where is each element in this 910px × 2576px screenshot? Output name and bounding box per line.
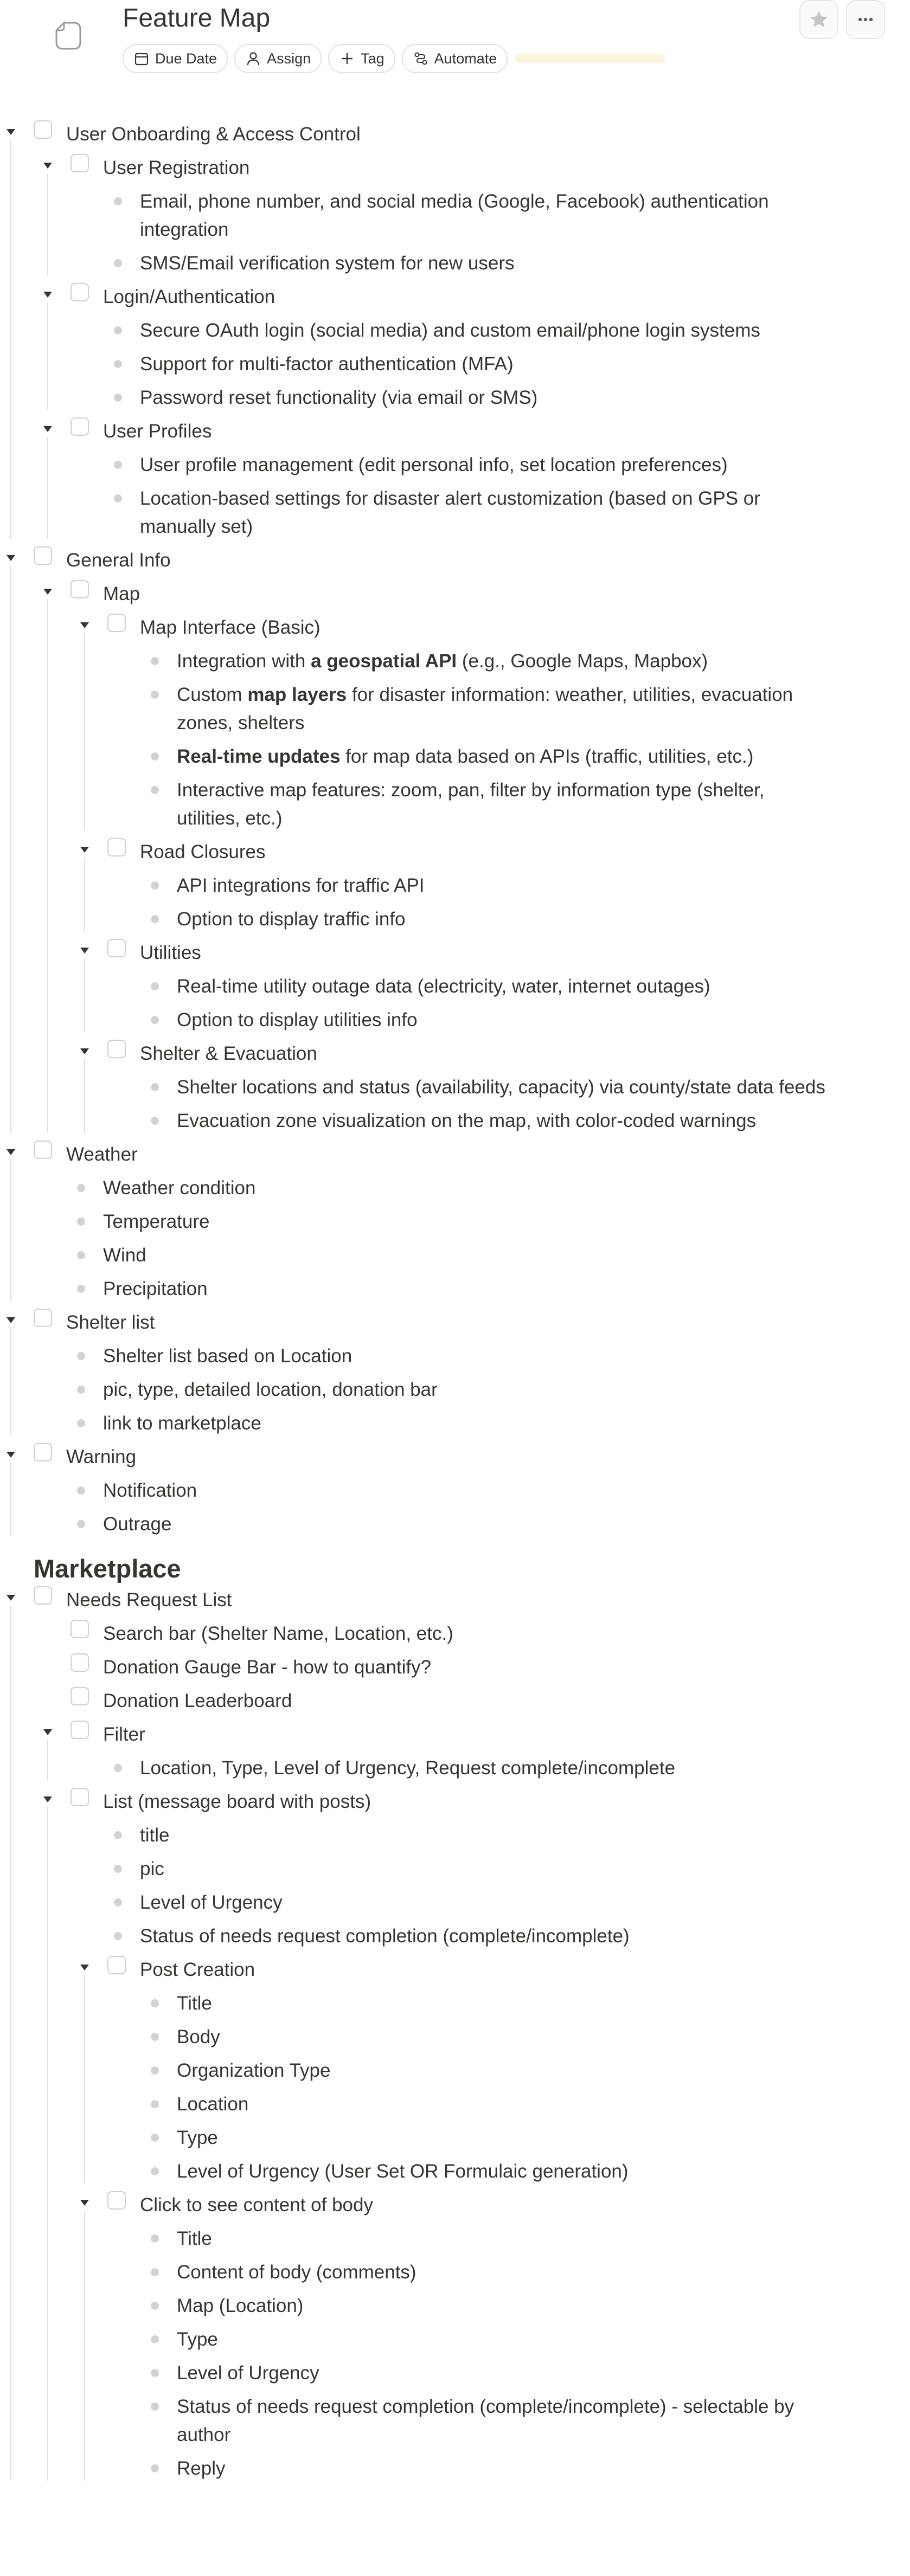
toggle-caret-icon[interactable] (80, 1965, 89, 1970)
bullet-dot-icon (151, 2234, 159, 2243)
outline-bullet-row[interactable] (0, 1506, 868, 1540)
toggle-caret-icon[interactable] (7, 1149, 15, 1155)
item-label: Type (177, 2329, 218, 2350)
bullet-dot-icon (77, 1251, 85, 1259)
outline-task-row[interactable] (0, 116, 868, 150)
outline-guide-line (10, 140, 11, 539)
outline-bullet-row[interactable] (0, 1405, 868, 1439)
automate-label: Automate (434, 50, 497, 67)
bullet-dot-icon (151, 657, 159, 665)
bullet-dot-icon (151, 2167, 159, 2175)
item-label-bold: map layers (247, 684, 347, 705)
item-label: Search bar (Shelter Name, Location, etc.) (103, 1623, 453, 1644)
outline-task-row[interactable] (0, 834, 868, 867)
bullet-dot-icon (151, 2268, 159, 2276)
outline-guide-line (47, 437, 48, 539)
task-checkbox[interactable] (71, 283, 89, 301)
task-checkbox[interactable] (34, 1309, 52, 1327)
item-label: pic (140, 1858, 164, 1879)
outline-bullet-row[interactable] (0, 2052, 868, 2086)
task-checkbox[interactable] (34, 1141, 52, 1159)
item-label: title (140, 1825, 170, 1846)
outline-bullet-row[interactable] (0, 447, 868, 480)
outline-guide-line (10, 1463, 11, 1536)
task-checkbox[interactable] (34, 120, 52, 139)
bullet-dot-icon (151, 2403, 159, 2411)
item-label: Location, Type, Level of Urgency, Request complete/incomplete (140, 1757, 676, 1779)
bullet-dot-icon (151, 1117, 159, 1125)
item-label: Reply (177, 2458, 226, 2479)
item-label-continued: utilities, etc.) (177, 808, 283, 829)
bullet-dot-icon (151, 1016, 159, 1024)
outline-guide-line (47, 1807, 48, 2481)
bullet-dot-icon (77, 1419, 85, 1427)
outline-task-row[interactable] (0, 609, 868, 643)
outline-task-row[interactable] (0, 576, 868, 609)
outline-bullet-row[interactable] (0, 2120, 868, 2153)
outline-bullet-row[interactable] (0, 1750, 868, 1783)
item-label: Donation Leaderboard (103, 1690, 292, 1711)
outline-bullet-row[interactable] (0, 1884, 868, 1918)
outline-guide-line (47, 600, 48, 1133)
bullet-dot-icon (77, 1486, 85, 1495)
outline-bullet-row[interactable] (0, 245, 868, 279)
plus-icon (339, 50, 355, 67)
outline-task-row[interactable] (0, 542, 868, 576)
item-label-text: Custom (177, 684, 248, 705)
item-label: Shelter locations and status (availability, capacity) via county/state data feeds (177, 1077, 825, 1098)
task-checkbox[interactable] (71, 154, 89, 172)
toggle-caret-icon[interactable] (7, 1595, 15, 1601)
item-label: Temperature (103, 1211, 210, 1232)
outline-guide-line (10, 1606, 11, 2481)
outline-bullet-row[interactable] (0, 480, 868, 542)
outline-task-row[interactable] (0, 2187, 868, 2220)
bullet-dot-icon (151, 2464, 159, 2472)
item-label: Outrage (103, 1514, 172, 1535)
outline-task-row[interactable] (0, 1783, 868, 1817)
item-label-bold: Real-time updates (177, 746, 341, 767)
due-date-label: Due Date (155, 50, 217, 67)
item-label: Location-based settings for disaster alert customization (based on GPS or (140, 488, 760, 509)
item-label-text: for disaster information: weather, utilities, evacuation (347, 684, 793, 705)
bullet-dot-icon (77, 1285, 85, 1293)
item-label: Status of needs request completion (complete/incomplete) (140, 1925, 630, 1947)
bullet-dot-icon (151, 752, 159, 761)
item-label (177, 743, 753, 771)
toggle-caret-icon[interactable] (43, 426, 52, 432)
item-label: Road Closures (140, 841, 266, 862)
outline-bullet-row[interactable] (0, 2153, 868, 2187)
toggle-caret-icon[interactable] (43, 589, 52, 595)
toggle-caret-icon[interactable] (7, 129, 15, 135)
toolbar-highlight-bar (515, 54, 665, 63)
item-label: Needs Request List (66, 1589, 232, 1611)
bullet-dot-icon (77, 1184, 85, 1192)
tag-label: Tag (361, 50, 384, 67)
toggle-caret-icon[interactable] (43, 1729, 52, 1735)
item-label: Location (177, 2094, 249, 2115)
more-options-button[interactable] (846, 0, 885, 39)
outline-task-row[interactable] (0, 150, 868, 183)
item-label: Wind (103, 1245, 146, 1266)
outline-bullet-row[interactable] (0, 1203, 868, 1237)
due-date-button[interactable] (123, 44, 228, 73)
bullet-dot-icon (151, 2302, 159, 2310)
item-label: Level of Urgency (140, 1892, 283, 1913)
outline-guide-line (84, 958, 85, 1032)
calendar-icon (133, 50, 150, 67)
item-label-text: Integration with (177, 651, 311, 672)
outline-bullet-row[interactable] (0, 1338, 868, 1371)
outline-guide-line (84, 1059, 85, 1133)
outline-task-row[interactable] (0, 1649, 868, 1683)
outline-bullet-row[interactable] (0, 2450, 868, 2484)
bullet-dot-icon (151, 2335, 159, 2343)
outline-guide-line (84, 633, 85, 830)
bullet-dot-icon (114, 197, 122, 205)
outline-task-row[interactable] (0, 1136, 868, 1170)
outline-bullet-row[interactable] (0, 867, 868, 901)
outline-bullet-row[interactable] (0, 1817, 868, 1851)
task-checkbox[interactable] (71, 1620, 89, 1638)
item-label: API integrations for traffic API (177, 875, 425, 896)
item-label: Weather (66, 1144, 138, 1165)
assign-button[interactable] (234, 44, 322, 73)
bullet-dot-icon (151, 982, 159, 990)
properties-toolbar (123, 44, 665, 73)
task-checkbox[interactable] (34, 546, 52, 565)
outline-guide-line (84, 2211, 85, 2481)
item-label: Donation Gauge Bar - how to quantify? (103, 1657, 432, 1678)
favorite-button[interactable] (799, 0, 838, 39)
bullet-dot-icon (151, 1999, 159, 2007)
outline-task-row[interactable] (0, 413, 868, 447)
outline-bullet-row[interactable] (0, 2220, 868, 2254)
outline-bullet-row[interactable] (0, 346, 868, 379)
outline-task-row[interactable] (0, 1952, 868, 1985)
outline-guide-line (10, 566, 11, 1133)
item-label: Warning (66, 1446, 137, 1467)
item-label: Map (Location) (177, 2295, 304, 2316)
outline-task-row[interactable] (0, 935, 868, 968)
item-label-text: (e.g., Google Maps, Mapbox) (457, 651, 708, 672)
toggle-caret-icon[interactable] (80, 948, 89, 954)
item-label: Status of needs request completion (complete/incomplete) - selectable by (177, 2396, 794, 2417)
item-label-continued: integration (140, 219, 229, 240)
outline-bullet-row[interactable] (0, 2321, 868, 2355)
task-checkbox[interactable] (71, 417, 89, 436)
item-label: User Onboarding & Access Control (66, 124, 361, 145)
bullet-dot-icon (114, 1865, 122, 1873)
toggle-caret-icon[interactable] (7, 1317, 15, 1323)
item-label: Notification (103, 1480, 197, 1501)
automate-button[interactable] (402, 44, 508, 73)
bullet-dot-icon (114, 394, 122, 402)
item-label: Interactive map features: zoom, pan, filter by information type (shelter, (177, 780, 765, 801)
task-checkbox[interactable] (71, 1721, 89, 1739)
outline-task-row[interactable] (0, 1439, 868, 1472)
bullet-dot-icon (151, 691, 159, 699)
person-icon (245, 50, 261, 67)
bullet-dot-icon (77, 1218, 85, 1226)
bullet-dot-icon (77, 1520, 85, 1528)
bullet-dot-icon (77, 1352, 85, 1360)
bullet-dot-icon (151, 2033, 159, 2041)
outline-guide-line (84, 1975, 85, 2184)
item-label: Support for multi-factor authentication (MFA) (140, 353, 514, 375)
toggle-caret-icon[interactable] (80, 1048, 89, 1054)
assign-label: Assign (267, 50, 311, 67)
item-label: Shelter list based on Location (103, 1345, 353, 1367)
star-icon (808, 9, 830, 30)
outline-bullet-row[interactable] (0, 901, 868, 935)
tag-button[interactable] (328, 44, 395, 73)
item-label: Login/Authentication (103, 286, 275, 307)
outline-bullet-row[interactable] (0, 968, 868, 1002)
toggle-caret-icon[interactable] (7, 555, 15, 561)
bullet-dot-icon (114, 360, 122, 368)
outline-bullet-row[interactable] (0, 183, 868, 245)
item-label (177, 647, 708, 675)
item-label: Real-time utility outage data (electricity, water, internet outages) (177, 976, 710, 997)
item-label: Email, phone number, and social media (Google, Facebook) authentication (140, 191, 769, 212)
toggle-caret-icon[interactable] (43, 292, 52, 298)
bullet-dot-icon (77, 1386, 85, 1394)
item-label: Map (103, 583, 140, 604)
automation-icon (413, 50, 429, 67)
bullet-dot-icon (114, 494, 122, 503)
outline-bullet-row[interactable] (0, 1472, 868, 1506)
outline-guide-line (10, 1160, 11, 1301)
bullet-dot-icon (114, 259, 122, 267)
section-heading-marketplace[interactable]: Marketplace (34, 1554, 181, 1583)
outline-bullet-row[interactable] (0, 738, 868, 772)
item-label: Precipitation (103, 1278, 208, 1299)
item-label: pic, type, detailed location, donation bar (103, 1379, 438, 1400)
item-label: General Info (66, 550, 171, 571)
toggle-caret-icon[interactable] (80, 2200, 89, 2206)
task-checkbox[interactable] (71, 1788, 89, 1806)
item-label: Secure OAuth login (social media) and custom email/phone login systems (140, 320, 760, 341)
bullet-dot-icon (114, 1764, 122, 1772)
task-checkbox[interactable] (107, 838, 126, 856)
item-label: Type (177, 2127, 218, 2148)
item-label: User Registration (103, 157, 250, 178)
outline-bullet-row[interactable] (0, 2086, 868, 2120)
bullet-dot-icon (114, 326, 122, 334)
bullet-dot-icon (114, 1932, 122, 1940)
bullet-dot-icon (151, 786, 159, 794)
item-label: Body (177, 2026, 220, 2047)
bullet-dot-icon (151, 2369, 159, 2377)
item-label-continued: manually set) (140, 516, 253, 537)
task-checkbox[interactable] (34, 1443, 52, 1461)
bullet-dot-icon (151, 1083, 159, 1091)
outline-bullet-row[interactable] (0, 2254, 868, 2288)
toggle-caret-icon[interactable] (7, 1452, 15, 1458)
outline-bullet-row[interactable] (0, 1851, 868, 1884)
toggle-caret-icon[interactable] (80, 847, 89, 853)
task-checkbox[interactable] (71, 1653, 89, 1672)
outline-guide-line (47, 173, 48, 275)
outline-bullet-row[interactable] (0, 1918, 868, 1952)
outline-task-row[interactable] (0, 279, 868, 312)
item-label: Level of Urgency (177, 2362, 319, 2384)
item-label: Title (177, 1993, 212, 2014)
outline-task-row[interactable] (0, 1615, 868, 1649)
outline-bullet-row[interactable] (0, 677, 868, 738)
page-outline-icon[interactable] (52, 20, 85, 52)
item-label: SMS/Email verification system for new users (140, 253, 515, 274)
outline-bullet-row[interactable] (0, 1985, 868, 2019)
task-checkbox[interactable] (71, 580, 89, 598)
outline-guide-line (84, 858, 85, 931)
outline-guide-line (47, 1740, 48, 1780)
item-label: Password reset functionality (via email or SMS) (140, 387, 538, 408)
item-label-bold: a geospatial API (311, 651, 457, 672)
task-checkbox[interactable] (107, 1956, 126, 1974)
item-label: Utilities (140, 942, 201, 963)
bullet-dot-icon (151, 2100, 159, 2108)
bullet-dot-icon (151, 915, 159, 923)
outline-task-row[interactable] (0, 1716, 868, 1750)
item-label: Shelter list (66, 1312, 155, 1333)
item-label: User Profiles (103, 421, 212, 442)
item-label: Option to display traffic info (177, 909, 406, 930)
outline-task-row[interactable] (0, 1035, 868, 1069)
outline-bullet-row[interactable] (0, 2019, 868, 2052)
outline-guide-line (47, 302, 48, 410)
outline-task-row[interactable] (0, 1582, 868, 1615)
item-label: Weather condition (103, 1177, 256, 1199)
task-checkbox[interactable] (107, 1040, 126, 1058)
outline-bullet-row[interactable] (0, 312, 868, 346)
task-checkbox[interactable] (107, 939, 126, 957)
item-label: link to marketplace (103, 1413, 261, 1434)
item-label: Filter (103, 1724, 145, 1745)
outline-bullet-row[interactable] (0, 643, 868, 677)
outline-bullet-row[interactable] (0, 772, 868, 834)
outline-guide-line (10, 1328, 11, 1435)
item-label: Shelter & Evacuation (140, 1043, 317, 1064)
task-checkbox[interactable] (107, 614, 126, 632)
outline-bullet-row[interactable] (0, 379, 868, 413)
outline-task-row[interactable] (0, 1683, 868, 1716)
bullet-dot-icon (114, 461, 122, 469)
task-checkbox[interactable] (107, 2191, 126, 2210)
outline-bullet-row[interactable] (0, 2355, 868, 2388)
outline-bullet-row[interactable] (0, 1371, 868, 1405)
toggle-caret-icon[interactable] (43, 163, 52, 169)
item-label-continued: zones, shelters (177, 712, 305, 733)
more-icon (855, 9, 876, 30)
outline-bullet-row[interactable] (0, 1002, 868, 1035)
item-label: Map Interface (Basic) (140, 617, 321, 638)
outline-bullet-row[interactable] (0, 1170, 868, 1203)
outline-task-row[interactable] (0, 1304, 868, 1338)
outline-bullet-row[interactable] (0, 1069, 868, 1103)
item-label (177, 681, 793, 709)
item-label: Option to display utilities info (177, 1009, 418, 1031)
item-label: Post Creation (140, 1959, 255, 1980)
bullet-dot-icon (114, 1898, 122, 1907)
item-label: Organization Type (177, 2060, 331, 2081)
toggle-caret-icon[interactable] (43, 1796, 52, 1802)
outline-bullet-row[interactable] (0, 1237, 868, 1271)
page-title[interactable]: Feature Map (123, 4, 271, 33)
item-label: List (message board with posts) (103, 1791, 371, 1812)
item-label: User profile management (edit personal info, set location preferences) (140, 454, 728, 475)
bullet-dot-icon (151, 2134, 159, 2142)
bullet-dot-icon (151, 2066, 159, 2075)
outline-bullet-row[interactable] (0, 2288, 868, 2321)
bullet-dot-icon (114, 1831, 122, 1839)
item-label: Content of body (comments) (177, 2262, 416, 2283)
item-label-continued: author (177, 2424, 231, 2445)
item-label-text: for map data based on APIs (traffic, utilities, etc.) (340, 746, 754, 767)
outline-bullet-row[interactable] (0, 1103, 868, 1136)
task-checkbox[interactable] (34, 1586, 52, 1605)
item-label: Title (177, 2228, 212, 2249)
item-label: Level of Urgency (User Set OR Formulaic generation) (177, 2161, 629, 2182)
item-label: Click to see content of body (140, 2194, 373, 2216)
bullet-dot-icon (151, 881, 159, 890)
task-checkbox[interactable] (71, 1687, 89, 1705)
outline-bullet-row[interactable] (0, 1271, 868, 1304)
toggle-caret-icon[interactable] (80, 622, 89, 628)
item-label: Evacuation zone visualization on the map, with color-coded warnings (177, 1110, 757, 1131)
outline-bullet-row[interactable] (0, 2388, 868, 2450)
